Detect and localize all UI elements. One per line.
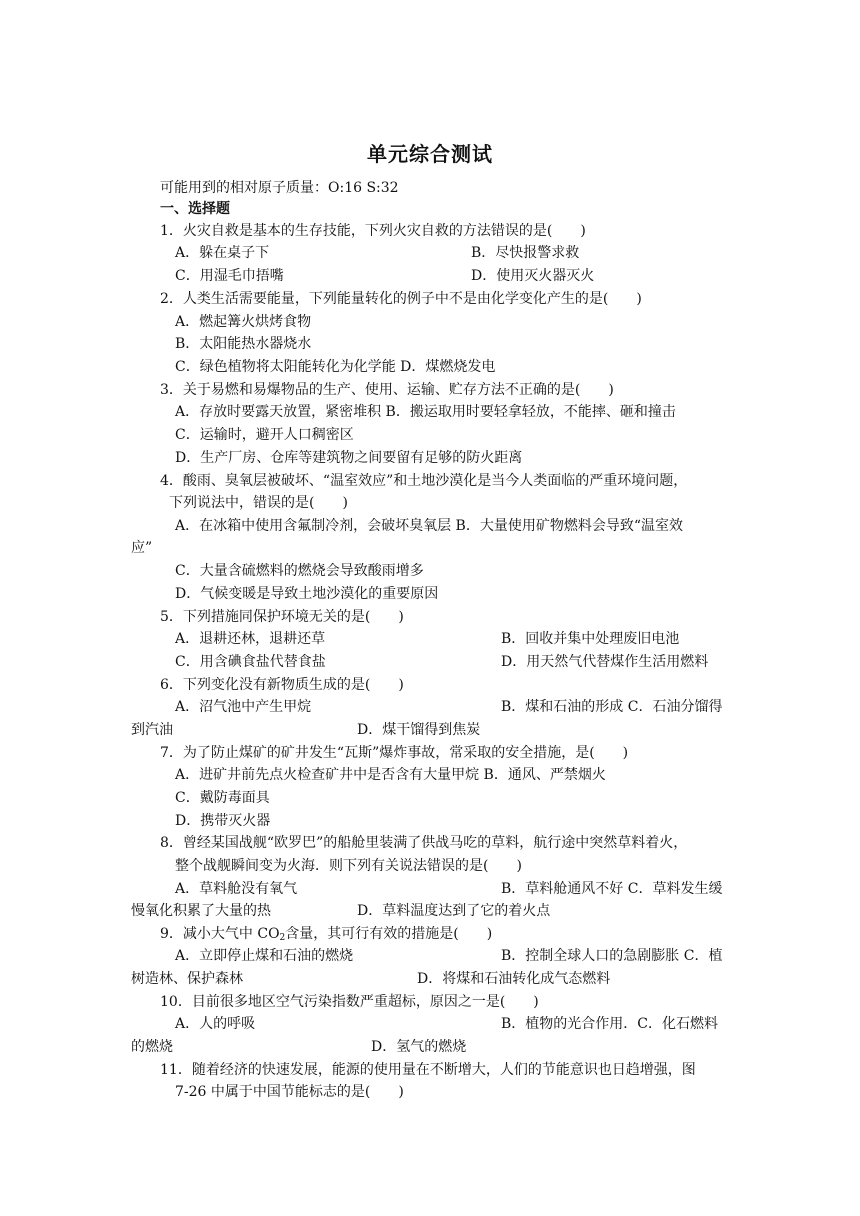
question-1: 1．火灾自救是基本的生存技能，下列火灾自救的方法错误的是( ) [160, 223, 586, 239]
q5-option-a: A．退耕还林，退耕还草 [175, 631, 326, 647]
question-9-text-post: 含量，其可行有效的措施是( ) [285, 926, 493, 942]
q4-option-d: D．气候变暖是导致土地沙漠化的重要原因 [175, 586, 439, 602]
page-title: 单元综合测试 [367, 142, 493, 166]
q6-option-d: D．煤干馏得到焦炭 [357, 722, 481, 738]
q10-option-bc-line1: B．植物的光合作用．C．化石燃料 [501, 1016, 718, 1032]
q9-option-d: D．将煤和石油转化成气态燃料 [417, 971, 611, 987]
q8-option-bc-line1: B．草料舱通风不好 C．草料发生缓 [501, 881, 723, 897]
question-11-line2: 7-26 中属于中国节能标志的是( ) [175, 1084, 404, 1100]
q4-option-ab-line1: A．在冰箱中使用含氟制冷剂，会破坏臭氧层 B．大量使用矿物燃料会导致“温室效 [175, 518, 684, 534]
q1-option-b: B．尽快报警求救 [471, 245, 580, 261]
q10-option-c-line2: 的燃烧 [131, 1039, 173, 1055]
q2-option-a: A．燃起篝火烘烤食物 [175, 314, 312, 330]
q5-option-b: B．回收并集中处理废旧电池 [501, 631, 680, 647]
question-5: 5．下列措施同保护环境无关的是( ) [160, 609, 404, 625]
co2-subscript: 2 [279, 933, 286, 943]
q9-option-bc-line1: B．控制全球人口的急剧膨胀 C．植 [501, 948, 723, 964]
q7-option-ab: A．进矿井前先点火检查矿井中是否含有大量甲烷 B．通风、严禁烟火 [175, 767, 606, 783]
question-9-text-pre: 9．减小大气中 CO [160, 926, 280, 942]
q2-option-cd: C．绿色植物将太阳能转化为化学能 D．煤燃烧发电 [175, 359, 496, 375]
q1-option-a: A．躲在桌子下 [175, 245, 270, 261]
question-7: 7．为了防止煤矿的矿井发生“瓦斯”爆炸事故，常采取的安全措施，是( ) [160, 745, 629, 761]
question-4-line1: 4．酸雨、臭氧层被破坏、“温室效应”和土地沙漠化是当今人类面临的严重环境问题， [160, 473, 688, 489]
q6-option-c-line2: 到汽油 [131, 722, 173, 738]
question-11-line1: 11．随着经济的快速发展，能源的使用量在不断增大，人们的节能意识也日趋增强，图 [160, 1062, 696, 1078]
q7-option-d: D．携带灭火器 [175, 813, 271, 829]
q5-option-c: C．用含碘食盐代替食盐 [175, 654, 326, 670]
q4-option-c: C．大量含硫燃料的燃烧会导致酸雨增多 [175, 563, 424, 579]
q10-option-d: D．氢气的燃烧 [371, 1039, 467, 1055]
section-heading: 一、选择题 [160, 201, 230, 217]
q3-option-c: C．运输时，避开人口稠密区 [175, 427, 354, 443]
question-2: 2．人类生活需要能量，下列能量转化的例子中不是由化学变化产生的是( ) [160, 291, 642, 307]
q5-option-d: D．用天然气代替煤作生活用燃料 [501, 654, 709, 670]
question-8-line1: 8．曾经某国战舰“欧罗巴”的船舱里装满了供战马吃的草料，航行途中突然草料着火， [160, 835, 688, 851]
question-8-line2: 整个战舰瞬间变为火海．则下列有关说法错误的是( ) [175, 858, 522, 874]
q4-option-ab-line2: 应” [131, 540, 153, 556]
question-6: 6．下列变化没有新物质生成的是( ) [160, 677, 404, 693]
q6-option-bc-line1: B．煤和石油的形成 C．石油分馏得 [501, 699, 723, 715]
question-3: 3．关于易燃和易爆物品的生产、使用、运输、贮存方法不正确的是( ) [160, 382, 614, 398]
q9-option-c-line2: 树造林、保护森林 [131, 971, 243, 987]
q8-option-c-line2: 慢氧化积累了大量的热 [131, 903, 271, 919]
q9-option-a: A．立即停止煤和石油的燃烧 [175, 948, 354, 964]
question-10: 10．目前很多地区空气污染指数严重超标，原因之一是( ) [160, 994, 539, 1010]
q3-option-d: D．生产厂房、仓库等建筑物之间要留有足够的防火距离 [175, 450, 523, 466]
q3-option-ab: A．存放时要露天放置，紧密堆积 B．搬运取用时要轻拿轻放，不能摔、砸和撞击 [175, 404, 676, 420]
q6-option-a: A．沼气池中产生甲烷 [175, 699, 312, 715]
q8-option-d: D．草料温度达到了它的着火点 [357, 903, 551, 919]
q8-option-a: A．草料舱没有氧气 [175, 881, 298, 897]
q1-option-d: D．使用灭火器灭火 [471, 268, 595, 284]
question-4-line2: 下列说法中，错误的是( ) [169, 495, 348, 511]
q2-option-b: B．太阳能热水器烧水 [175, 336, 312, 352]
atomic-mass-note: 可能用到的相对原子质量：O:16 S:32 [160, 180, 399, 196]
q10-option-a: A．人的呼吸 [175, 1016, 256, 1032]
q1-option-c: C．用湿毛巾捂嘴 [175, 268, 284, 284]
question-9 [160, 924, 492, 948]
q7-option-c: C．戴防毒面具 [175, 790, 270, 806]
